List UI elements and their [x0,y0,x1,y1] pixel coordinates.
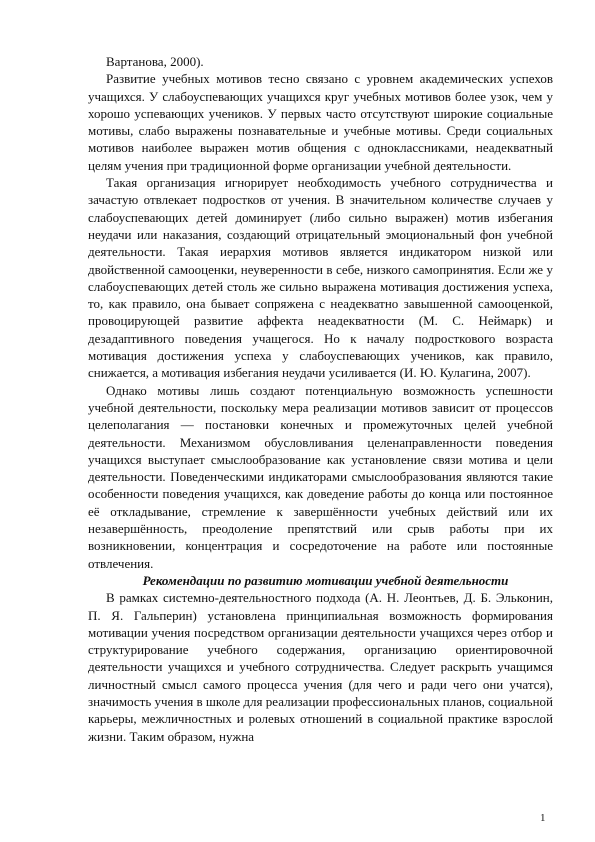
paragraph-activity-approach: В рамках системно-деятельностного подхода (А. Н. Леонтьев, Д. Б. Эльконин, П. Я. Гальперин) установлена принципиальная возможность формирования мотивации учения посредством организации деятельности учащихся через отбор и структурирование учебного содержания, организацию ориентировочной деятельности учащихся и учебного сотрудничества. Следует раскрыть учащимся личностный смысл самого процесса учения (для чего и ради чего они учатся), значимость учения в школе для реализации профессиональных планов, социальной карьеры, межличностных и ролевых отношений в социальной практике взрослой жизни. Таким образом, нужна [88,590,553,744]
section-heading: Рекомендации по развитию мотивации учебной деятельности [142,572,509,588]
paragraph-continuation: Вартанова, 2000). [106,54,204,69]
paragraph-goal-setting: Однако мотивы лишь создают потенциальную возможность успешности учебной деятельности, поскольку мера реализации мотивов зависит от процессов целеполагания — постановки конечных и промежуточных целей учебной деятельности. Механизмом обусловливания целенаправленности поведения учащихся выступает смыслообразование как установление связи мотива и цели деятельности. Поведенческими индикаторами смыслообразования являются такие особенности поведения учащихся, как доведение работы до конца или постоянное её откладывание, стремление к завершённости учебных действий или их незавершённость, преодоление препятствий или срыв работы при их возникновении, концентрация и сосредоточение на работе или постоянные отвлечения. [88,382,553,571]
page-number: 1 [540,812,546,824]
paragraph-organization: Такая организация игнорирует необходимость учебного сотрудничества и зачастую отвлекает подростков от учения. В значительном количестве случаев у слабоуспевающих детей доминирует (либо сильно выражен) мотив избегания неудачи или наказания, создающий отрицательный эмоциональный фон учебной деятельности. Такая иерархия мотивов является индикатором низкой или двойственной самооценки, неуверенности в себе, низкого самопринятия. Если же у слабоуспевающих детей столь же сильно выражена мотивация достижения успеха, то, как правило, она бывает сопряжена с неадекватно завышенной самооценкой, провоцирующей развитие аффекта неадекватности (М. С. Неймарк) и дезадаптивного поведения учащегося. Но к началу подросткового возраста мотивация достижения успеха у слабоуспевающих учеников, как правило, снижается, а мотивация избегания неудачи усиливается (И. Ю. Кулагина, 2007). [88,175,553,381]
document-body [88,53,553,745]
paragraph-motive-development: Развитие учебных мотивов тесно связано с уровнем академических успехов учащихся. У слабоуспевающих учащихся круг учебных мотивов более узок, чем у хорошо успевающих учеников. У первых часто отсутствуют широкие социальные мотивы, слабо выражены познавательные и учебные мотивы. Среди социальных мотивов наиболее выражен мотив общения с одноклассниками, неадекватный целям учения при традиционной форме организации учебной деятельности. [88,71,553,173]
